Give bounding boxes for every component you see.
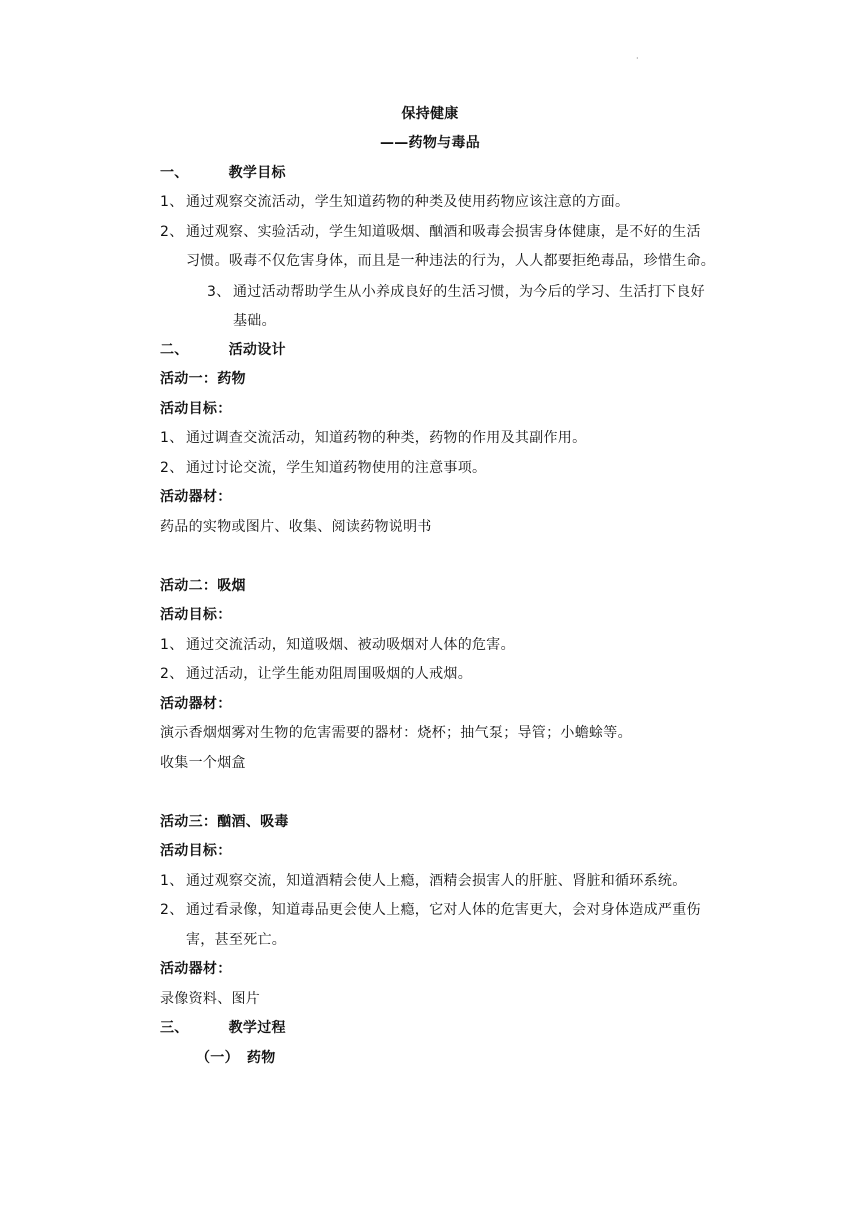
header-mark: · <box>636 54 639 63</box>
activity2-goal-label: 活动目标： <box>160 607 232 623</box>
activity2-material-2: 收集一个烟盒 <box>160 755 246 771</box>
activity1-material-label: 活动器材： <box>160 489 232 505</box>
objective-1: 1、 通过观察交流活动，学生知道药物的种类及使用药物应该注意的方面。 <box>160 194 630 210</box>
section-heading-process: 三、 教学过程 <box>160 1020 286 1036</box>
section-label: 教学目标 <box>228 165 286 181</box>
doc-subtitle: ——药物与毒品 <box>379 135 481 151</box>
activity3-material-label: 活动器材： <box>160 961 232 977</box>
activity1-title: 活动一：药物 <box>160 371 246 387</box>
subsection-heading-drugs: （一） 药物 <box>196 1050 276 1066</box>
activity2-material-label: 活动器材： <box>160 696 232 712</box>
doc-title: 保持健康 <box>401 106 459 122</box>
section-heading-activities: 二、 活动设计 <box>160 342 286 358</box>
activity1-material: 药品的实物或图片、收集、阅读药物说明书 <box>160 519 432 535</box>
objective-2-line1: 2、 通过观察、实验活动，学生知道吸烟、酗酒和吸毒会损害身体健康，是不好的生活 <box>160 224 701 240</box>
activity3-title: 活动三：酗酒、吸毒 <box>160 814 289 830</box>
section-number: 一、 <box>160 165 189 181</box>
activity3-goal-2-line1: 2、 通过看录像，知道毒品更会使人上瘾，它对人体的危害更大，会对身体造成严重伤 <box>160 902 701 918</box>
activity3-goal-2-line2: 害，甚至死亡。 <box>186 932 287 948</box>
activity2-title: 活动二：吸烟 <box>160 578 246 594</box>
objective-3-line2: 基础。 <box>233 313 276 329</box>
activity3-goal-label: 活动目标： <box>160 843 232 859</box>
activity1-goal-1: 1、 通过调查交流活动，知道药物的种类，药物的作用及其副作用。 <box>160 430 587 446</box>
activity1-goal-label: 活动目标： <box>160 401 232 417</box>
activity1-goal-2: 2、 通过讨论交流，学生知道药物使用的注意事项。 <box>160 460 487 476</box>
activity3-material: 录像资料、图片 <box>160 991 261 1007</box>
activity2-goal-2: 2、 通过活动，让学生能劝阻周围吸烟的人戒烟。 <box>160 666 472 682</box>
objective-2-line2: 习惯。吸毒不仅危害身体，而且是一种违法的行为，人人都要拒绝毒品，珍惜生命。 <box>186 253 716 269</box>
activity2-material-1: 演示香烟烟雾对生物的危害需要的器材：烧杯；抽气泵；导管；小蟾蜍等。 <box>160 725 632 741</box>
activity2-goal-1: 1、 通过交流活动，知道吸烟、被动吸烟对人体的危害。 <box>160 637 515 653</box>
activity3-goal-1: 1、 通过观察交流，知道酒精会使人上瘾，酒精会损害人的肝脏、肾脏和循环系统。 <box>160 873 687 889</box>
objective-3-line1: 3、 通过活动帮助学生从小养成良好的生活习惯，为今后的学习、生活打下良好 <box>207 284 705 300</box>
section-heading-objectives <box>160 163 286 183</box>
